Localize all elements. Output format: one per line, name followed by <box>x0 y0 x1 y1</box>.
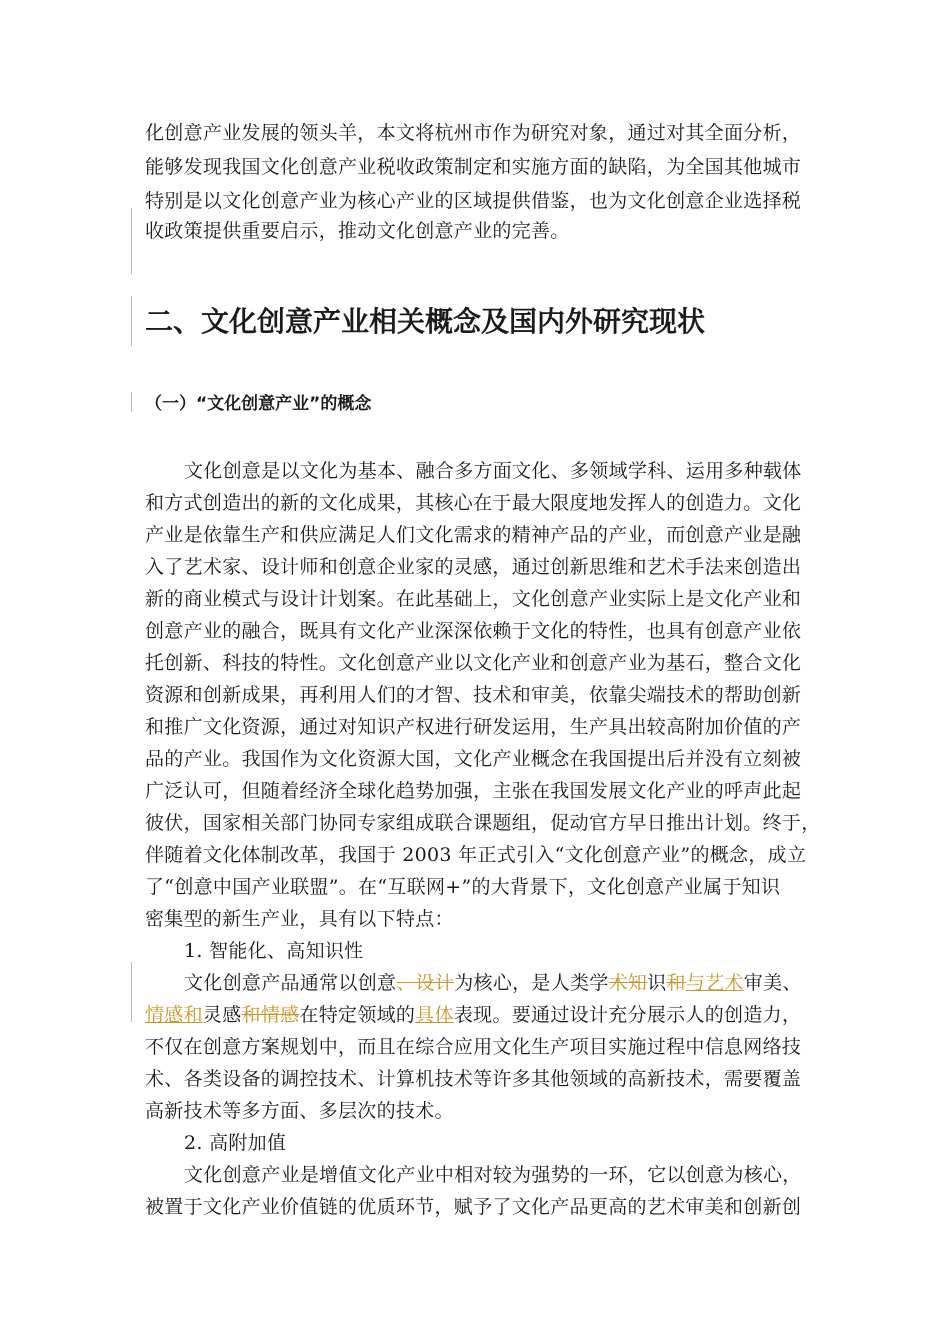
body-line: 不仅在创意方案规划中，而且在综合应用文化生产项目实施过程中信息网络技 <box>145 1036 802 1058</box>
section-heading: 二、文化创意产业相关概念及国内外研究现状 <box>145 305 706 338</box>
inserted-text: 与艺术 <box>685 972 744 994</box>
intro-line: 能够发现我国文化创意产业税收政策制定和实施方面的缺陷，为全国其他城市 <box>145 156 802 178</box>
margin-change-bar <box>131 392 132 412</box>
body-line: 和推广文化资源，通过对知识产权进行研发运用，生产具出较高附加价值的产 <box>145 716 802 738</box>
deleted-text: 和情感 <box>241 1004 300 1026</box>
body-text: 为核心，是人类学 <box>454 972 609 994</box>
body-line: 资源和创新成果，再利用人们的才智、技术和审美，依靠尖端技术的帮助创新 <box>145 684 802 706</box>
body-line: 文化创意是以文化为基本、融合多方面文化、多领域学科、运用多种载体 <box>184 460 802 482</box>
body-line: 托创新、科技的特性。文化创意产业以文化产业和创意产业为基石，整合文化 <box>145 652 802 674</box>
body-line: 和方式创造出的新的文化成果，其核心在于最大限度地发挥人的创造力。文化 <box>145 492 802 514</box>
body-text: 审美、 <box>743 972 802 994</box>
body-line: 了“创意中国产业联盟”。在“互联网+”的大背景下，文化创意产业属于知识 <box>145 876 781 898</box>
body-text: 表现。要通过设计充分展示人的创造力， <box>453 1004 802 1026</box>
tracked-change-line <box>184 966 814 1000</box>
body-line: 入了艺术家、设计师和创意企业家的灵感，通过创新思维和艺术手法来创造出 <box>145 556 802 578</box>
body-text: 识 <box>647 972 667 994</box>
margin-change-bar <box>131 208 132 274</box>
body-line: 高新技术等多方面、多层次的技术。 <box>145 1100 454 1122</box>
intro-line: 化创意产业发展的领头羊，本文将杭州市作为研究对象，通过对其全面分析， <box>145 122 802 144</box>
inserted-text: 具体 <box>415 1004 454 1026</box>
body-line: 创意产业的融合，既具有文化产业深深依赖于文化的特性，也具有创意产业依 <box>145 620 802 642</box>
list-item-title: 1. 智能化、高知识性 <box>184 940 364 962</box>
body-text: 灵感 <box>202 1004 242 1026</box>
deleted-text: 、设计 <box>396 972 455 994</box>
body-text: 文化创意产品通常以创意 <box>184 972 397 994</box>
body-line: 产业是依靠生产和供应满足人们文化需求的精神产品的产业，而创意产业是融 <box>145 524 802 546</box>
body-line: 彼伏，国家相关部门协同专家组成联合课题组，促动官方早日推出计划。终于， <box>145 812 821 834</box>
subsection-heading: （一）“文化创意产业”的概念 <box>145 394 372 414</box>
body-line: 被置于文化产业价值链的优质环节，赋予了文化产品更高的艺术审美和创新创 <box>145 1196 802 1218</box>
intro-line: 收政策提供重要启示，推动文化创意产业的完善。 <box>145 220 570 242</box>
margin-change-bar <box>131 962 132 1022</box>
body-text: 在特定领域的 <box>299 1004 416 1026</box>
body-line: 术、各类设备的调控技术、计算机技术等许多其他领域的高新技术，需要覆盖 <box>145 1068 802 1090</box>
tracked-change-line <box>145 998 813 1032</box>
list-item-title: 2. 高附加值 <box>184 1132 287 1154</box>
deleted-text: 和 <box>666 972 686 994</box>
margin-change-bar <box>131 296 132 346</box>
body-line: 伴随着文化体制改革，我国于 2003 年正式引入“文化创意产业”的概念，成立 <box>145 844 807 866</box>
body-line: 密集型的新生产业，具有以下特点： <box>145 908 454 930</box>
body-line: 广泛认可，但随着经济全球化趋势加强，主张在我国发展文化产业的呼声此起 <box>145 780 802 802</box>
inserted-text: 情感和 <box>145 1004 203 1026</box>
deleted-text: 术知 <box>608 972 648 994</box>
body-line: 品的产业。我国作为文化资源大国，文化产业概念在我国提出后并没有立刻被 <box>145 748 802 770</box>
body-line: 新的商业模式与设计计划案。在此基础上，文化创意产业实际上是文化产业和 <box>145 588 802 610</box>
intro-line: 特别是以文化创意产业为核心产业的区域提供借鉴，也为文化创意企业选择税 <box>145 190 802 212</box>
body-line: 文化创意产业是增值文化产业中相对较为强势的一环，它以创意为核心， <box>184 1164 802 1186</box>
